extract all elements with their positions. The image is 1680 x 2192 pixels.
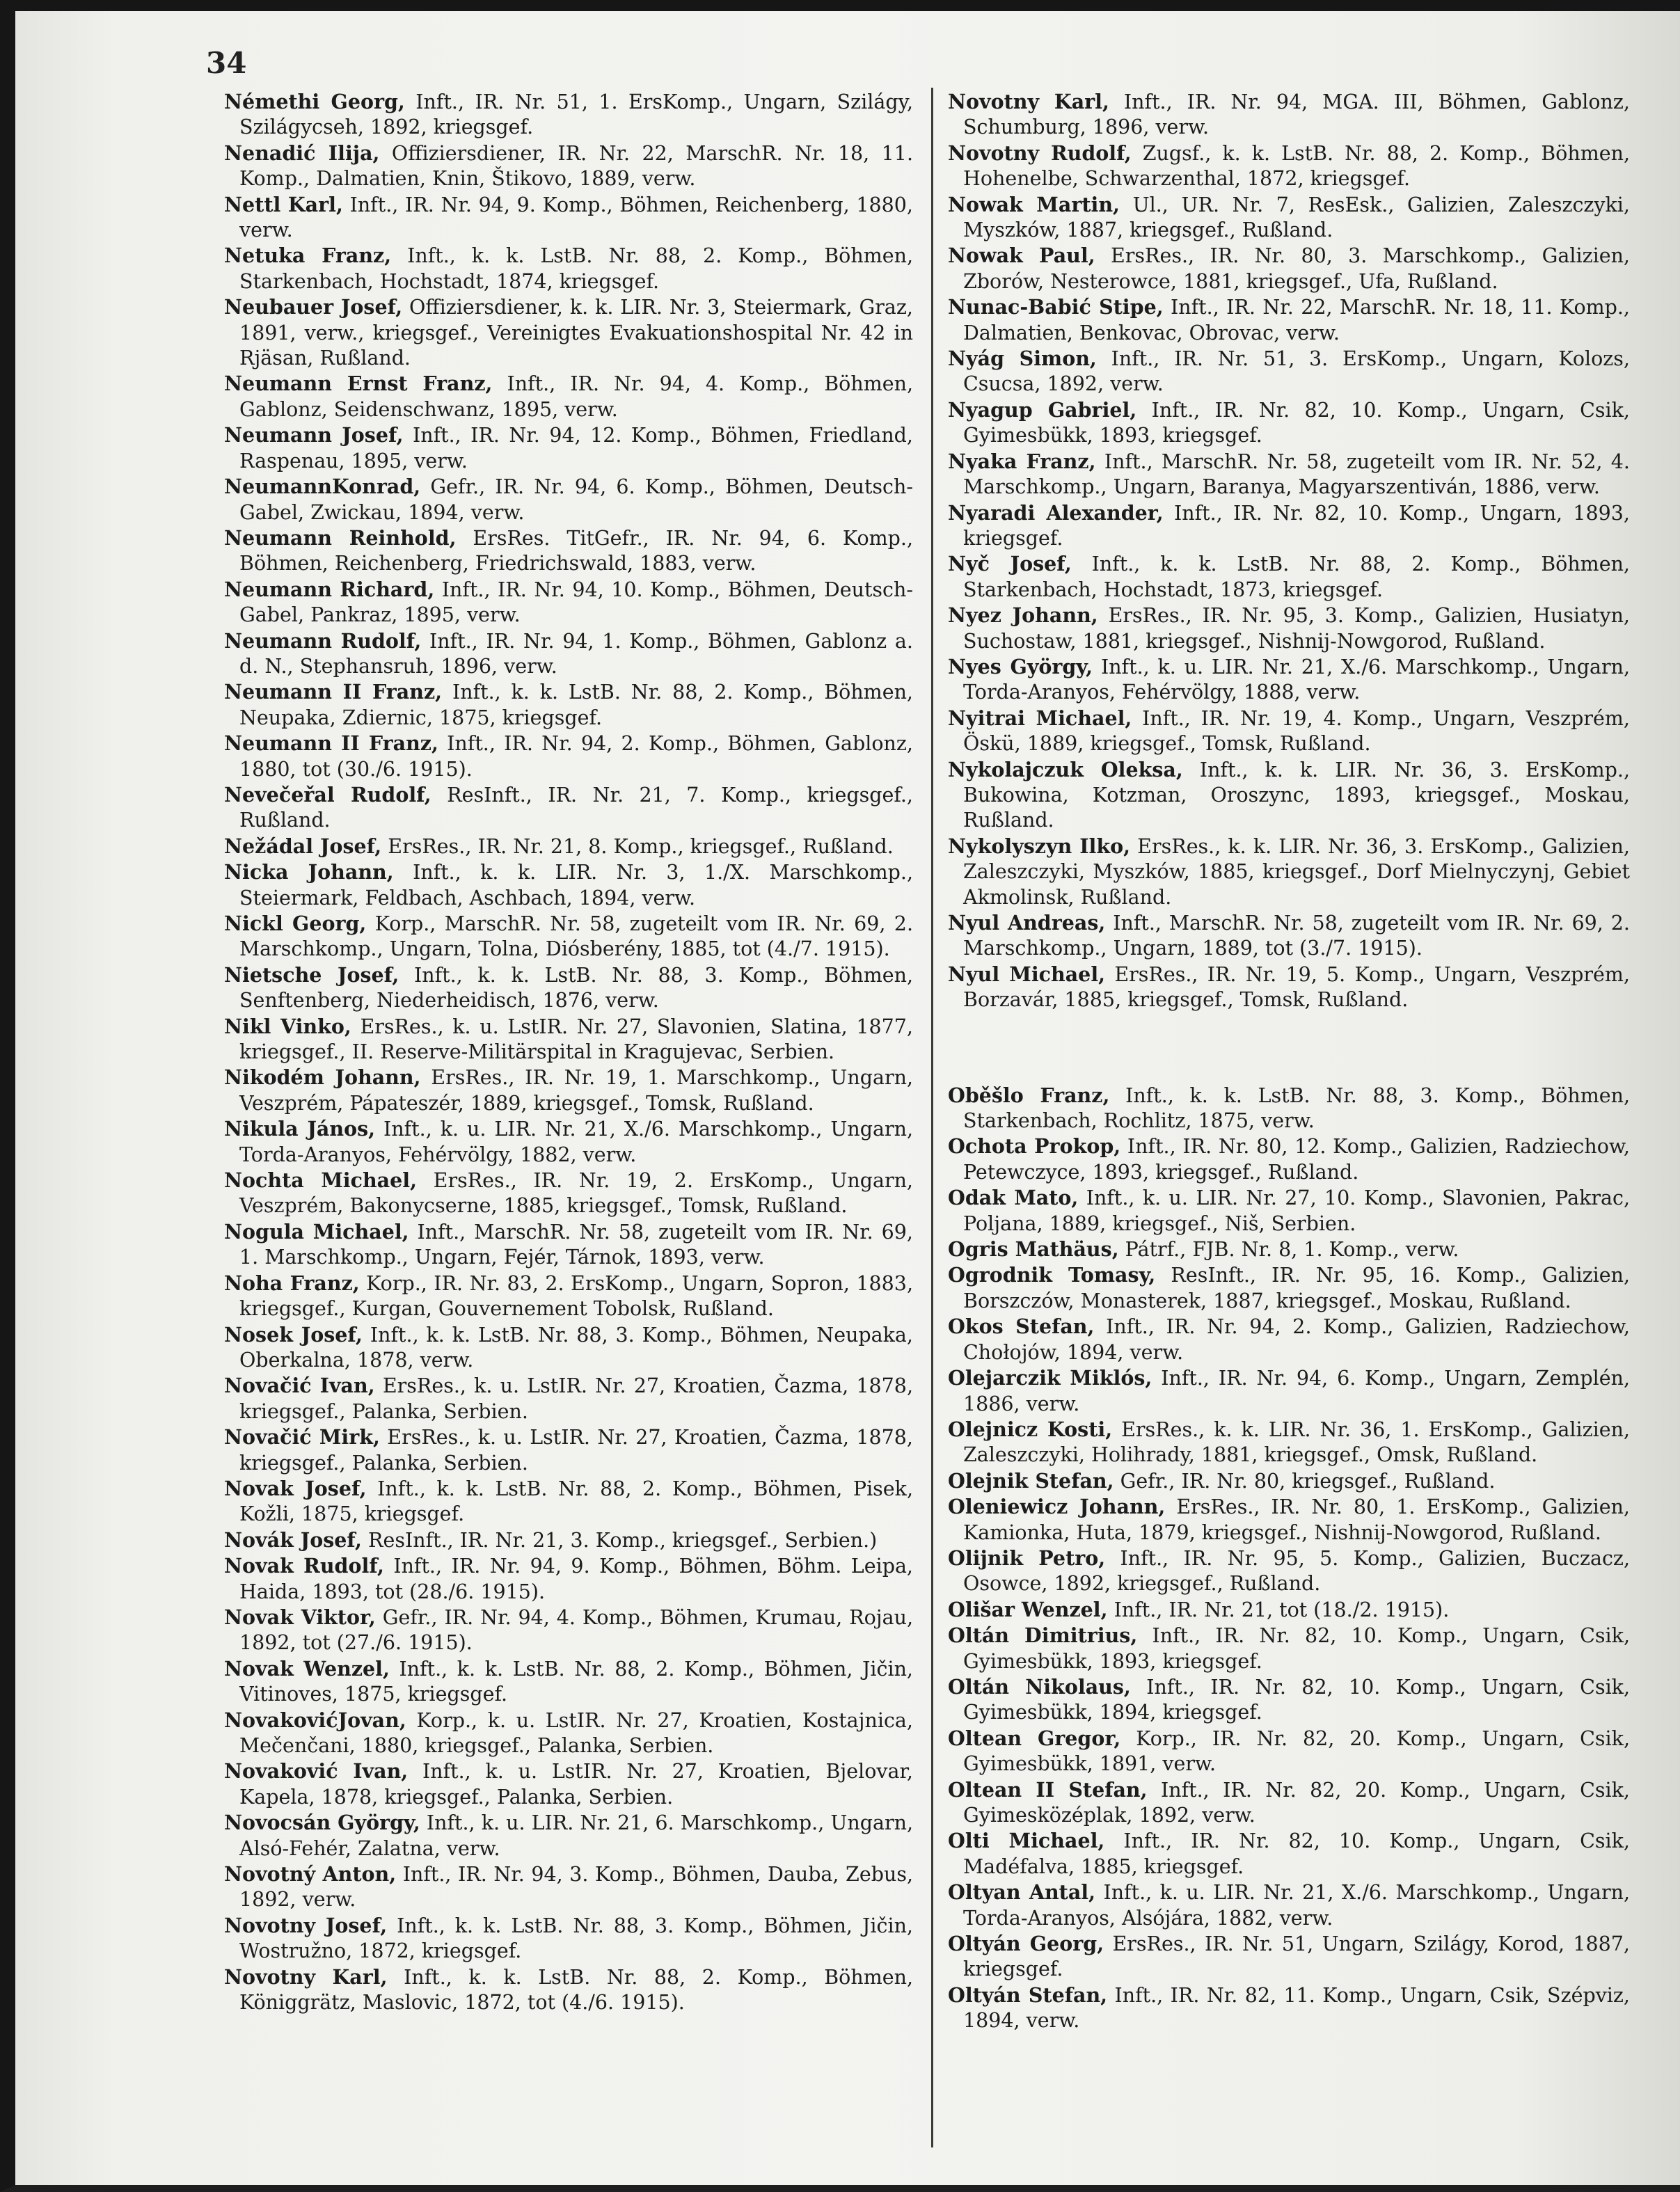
entry-name: Olejarczik Miklós, [948, 1366, 1152, 1390]
entry-details: Offiziersdiener, IR. Nr. 22, MarschR. Nr. 18, 11. Komp., Dalmatien, Knin, Štikovo, 1889, verw. [239, 141, 914, 191]
register-entry [224, 141, 913, 192]
entry-details: Inft., IR. Nr. 94, 10. Komp., Böhmen, Deutsch-Gabel, Pankraz, 1895, verw. [239, 578, 914, 627]
entry-details: Inft., k. k. LstB. Nr. 88, 2. Komp., Böhmen, Königgrätz, Maslovic, 1872, tot (4./6. 1915). [239, 1965, 914, 2015]
entry-details: Pátrf., FJB. Nr. 8, 1. Komp., verw. [1118, 1238, 1459, 1262]
entry-details: Inft., IR. Nr. 82, 10. Komp., Ungarn, Csik, Gyimesbükk, 1893, kriegsgef. [963, 398, 1630, 447]
register-entry [224, 1964, 913, 2016]
entry-details: Inft., IR. Nr. 94, 2. Komp., Galizien, Radziechow, Chołojów, 1894, verw. [963, 1315, 1630, 1364]
entry-name: Nyitrai Michael, [948, 706, 1132, 730]
entry-name: Nevečeřal Rudolf, [224, 782, 431, 807]
register-entry [224, 1913, 913, 1964]
register-entry [224, 731, 913, 782]
register-entry [224, 1424, 913, 1476]
entry-details: Korp., MarschR. Nr. 58, zugeteilt vom IR. Nr. 69, 2. Marschkomp., Ungarn, Tolna, Diósberény, 1885, tot (4./7. 1915). [239, 912, 913, 961]
register-entry [948, 551, 1630, 603]
register-entry [948, 1262, 1630, 1314]
entry-details: ResInft., IR. Nr. 21, 3. Komp., kriegsgef., Serbien.) [361, 1528, 878, 1552]
entry-details: Inft., IR. Nr. 51, 3. ErsKomp., Ungarn, Kolozs, Csucsa, 1892, verw. [963, 347, 1630, 396]
register-entry [948, 1185, 1630, 1237]
right-column [948, 89, 1630, 2034]
entry-name: Oltyán Stefan, [948, 1983, 1108, 2007]
register-entry [948, 1314, 1630, 1365]
entry-details: Ul., UR. Nr. 7, ResEsk., Galizien, Zaleszczyki, Myszków, 1887, kriegsgef., Rußland. [963, 193, 1630, 242]
entry-details: ErsRes., IR. Nr. 21, 8. Komp., kriegsgef., Rußland. [381, 834, 894, 858]
entry-details: ErsRes., IR. Nr. 95, 3. Komp., Galizien, Husiatyn, Suchostaw, 1881, kriegsgef., Nishnij-Nowgorod, Rußland. [963, 604, 1630, 653]
register-entry [948, 654, 1630, 706]
register-entry [224, 1322, 913, 1374]
entry-name: Novotný Anton, [224, 1862, 397, 1887]
register-entry [224, 1065, 913, 1116]
register-entry [224, 525, 913, 577]
entry-details: Inft., k. k. LstB. Nr. 88, 2. Komp., Böhmen, Starkenbach, Hochstadt, 1874, kriegsgef. [239, 244, 914, 293]
entry-details: Inft., IR. Nr. 80, 12. Komp., Galizien, Radziechow, Petewczyce, 1893, kriegsgef., Rußland. [963, 1135, 1630, 1184]
entry-details: ErsRes., IR. Nr. 19, 5. Komp., Ungarn, Veszprém, Borzavár, 1885, kriegsgef., Tomsk, Rußland. [963, 962, 1630, 1012]
register-entry [948, 192, 1630, 244]
entry-name: Novak Rudolf, [224, 1554, 384, 1578]
entry-details: Inft., k. k. LIR. Nr. 36, 3. ErsKomp., Bukowina, Kotzman, Oroszync, 1893, kriegsgef., Moskau, Rußland. [963, 758, 1630, 832]
register-entry [224, 577, 913, 628]
register-entry [224, 1810, 913, 1861]
register-entry [948, 141, 1630, 192]
register-entry [948, 1468, 1630, 1494]
register-entry [224, 1476, 913, 1527]
register-entry [948, 910, 1630, 962]
register-entry [224, 192, 913, 244]
entry-name: Nyaradi Alexander, [948, 500, 1164, 525]
entry-name: Neubauer Josef, [224, 295, 403, 319]
entry-details: Inft., IR. Nr. 94, MGA. III, Böhmen, Gablonz, Schumburg, 1896, verw. [963, 90, 1630, 139]
register-entry [948, 1417, 1630, 1468]
entry-details: Inft., k. k. LstB. Nr. 88, 2. Komp., Böhmen, Neupaka, Zdiernic, 1875, kriegsgef. [239, 681, 913, 729]
entry-name: Ogrodnik Tomasy, [948, 1263, 1156, 1287]
entry-details: Inft., MarschR. Nr. 58, zugeteilt vom IR. Nr. 52, 4. Marschkomp., Ungarn, Baranya, Magyarszentiván, 1886, verw. [963, 450, 1630, 499]
entry-details: ErsRes., IR. Nr. 51, Ungarn, Szilágy, Korod, 1887, kriegsgef. [963, 1932, 1630, 1981]
entry-details: Korp., k. u. LstIR. Nr. 27, Kroatien, Kostajnica, Mečenčani, 1880, kriegsgef., Palanka, Serbien. [239, 1708, 913, 1757]
register-entry [948, 1546, 1630, 1597]
entry-details: Inft., IR. Nr. 21, tot (18./2. 1915). [1107, 1598, 1450, 1621]
entry-details: Inft., IR. Nr. 82, 10. Komp., Ungarn, Csik, Madéfalva, 1885, kriegsgef. [963, 1829, 1630, 1878]
entry-details: Inft., IR. Nr. 22, MarschR. Nr. 18, 11. Komp., Dalmatien, Benkovac, Obrovac, verw. [963, 296, 1630, 344]
entry-name: Nickl Georg, [224, 912, 367, 935]
entry-name: NovakovićJovan, [224, 1708, 406, 1732]
entry-name: Novak Viktor, [224, 1605, 376, 1629]
entry-details: Inft., k. k. LIR. Nr. 3, 1./X. Marschkomp., Steiermark, Feldbach, Aschbach, 1894, verw. [239, 861, 913, 910]
register-entry [948, 1931, 1630, 1983]
entry-details: Inft., IR. Nr. 94, 4. Komp., Böhmen, Gablonz, Seidenschwanz, 1895, verw. [239, 372, 914, 421]
entry-details: Korp., IR. Nr. 82, 20. Komp., Ungarn, Csik, Gyimesbükk, 1891, verw. [963, 1726, 1631, 1776]
register-entry [948, 1828, 1630, 1880]
register-entry [948, 346, 1630, 397]
register-entry [224, 1553, 913, 1605]
register-entry [224, 1116, 913, 1168]
entry-name: Neumann Rudolf, [224, 628, 422, 653]
entry-name: Oltán Nikolaus, [948, 1674, 1131, 1699]
entry-name: Nosek Josef, [224, 1322, 363, 1347]
entry-name: Neumann Josef, [224, 423, 404, 447]
entry-name: Novotny Karl, [948, 90, 1109, 113]
register-entry [948, 834, 1630, 910]
entry-details: ErsRes., IR. Nr. 80, 1. ErsKomp., Galizien, Kamionka, Huta, 1879, kriegsgef., Nishnij-Nowgorod, Rußland. [963, 1495, 1630, 1544]
entry-details: Inft., IR. Nr. 95, 5. Komp., Galizien, Buczacz, Osowce, 1892, kriegsgef., Rußland. [963, 1546, 1631, 1596]
register-entry [948, 294, 1630, 346]
entry-name: Oltean Gregor, [948, 1726, 1121, 1750]
register-entry [224, 1373, 913, 1424]
register-entry [224, 1527, 913, 1553]
entry-name: Oltean II Stefan, [948, 1777, 1148, 1802]
entry-name: Novačić Mirk, [224, 1425, 380, 1450]
entry-details: Inft., k. k. LstB. Nr. 88, 3. Komp., Böhmen, Starkenbach, Rochlitz, 1875, verw. [963, 1083, 1630, 1133]
entry-details: Inft., IR. Nr. 94, 6. Komp., Ungarn, Zemplén, 1886, verw. [963, 1367, 1631, 1415]
register-entry [224, 1758, 913, 1810]
entry-details: Inft., IR. Nr. 94, 1. Komp., Böhmen, Gablonz a. d. N., Stephansruh, 1896, verw. [239, 629, 913, 678]
entry-name: Neumann Richard, [224, 577, 435, 601]
column-divider [931, 88, 933, 2147]
entry-name: Nietsche Josef, [224, 962, 399, 987]
entry-details: Inft., IR. Nr. 51, 1. ErsKomp., Ungarn, Szilágy, Szilágycseh, 1892, kriegsgef. [239, 90, 914, 139]
entry-name: Nochta Michael, [224, 1168, 418, 1193]
entry-name: Nowak Paul, [948, 244, 1095, 268]
entry-name: Nyul Andreas, [948, 911, 1106, 935]
entry-details: Zugsf., k. k. LstB. Nr. 88, 2. Komp., Böhmen, Hohenelbe, Schwarzenthal, 1872, kriegsgef. [963, 141, 1630, 191]
entry-details: Inft., k. k. LstB. Nr. 88, 2. Komp., Böhmen, Pisek, Kožli, 1875, kriegsgef. [239, 1477, 914, 1526]
register-entry [948, 1494, 1630, 1546]
register-entry [224, 294, 913, 371]
entry-details: Inft., MarschR. Nr. 58, zugeteilt vom IR. Nr. 69, 1. Marschkomp., Ungarn, Fejér, Tárnok, 1893, verw. [239, 1220, 913, 1269]
entry-name: Némethi Georg, [224, 90, 405, 113]
entry-details: Inft., k. k. LstB. Nr. 88, 3. Komp., Böhmen, Senftenberg, Niederheidisch, 1876, verw. [239, 963, 913, 1012]
entry-name: Odak Mato, [948, 1186, 1079, 1210]
entry-details: Inft., IR. Nr. 82, 10. Komp., Ungarn, Csik, Gyimesbükk, 1894, kriegsgef. [963, 1675, 1631, 1724]
register-entry [224, 243, 913, 294]
entry-name: Nyul Michael, [948, 962, 1106, 986]
entry-name: Neumann II Franz, [224, 680, 443, 704]
entry-name: Nyág Simon, [948, 347, 1097, 371]
register-entry [224, 371, 913, 422]
entry-details: Inft., k. k. LstB. Nr. 88, 2. Komp., Böhmen, Starkenbach, Hochstadt, 1873, kriegsgef. [963, 553, 1630, 601]
entry-details: ErsRes., k. k. LIR. Nr. 36, 3. ErsKomp., Galizien, Zaleszczyki, Myszków, 1885, kriegsgef., Dorf Mielnyczynj, Gebiet Akmolinsk, Rußland. [963, 834, 1630, 909]
entry-details: Inft., k. u. LstIR. Nr. 27, Kroatien, Bjelovar, Kapela, 1878, kriegsgef., Palanka, Serbien. [239, 1760, 913, 1809]
entry-details: Inft., IR. Nr. 82, 10. Komp., Ungarn, Csik, Gyimesbükk, 1893, kriegsgef. [963, 1624, 1630, 1673]
entry-name: Noha Franz, [224, 1271, 360, 1295]
entry-details: ErsRes. TitGefr., IR. Nr. 94, 6. Komp., Böhmen, Reichenberg, Friedrichswald, 1883, verw. [239, 526, 913, 575]
register-entry [224, 859, 913, 911]
entry-name: Nowak Martin, [948, 192, 1120, 216]
entry-details: Inft., IR. Nr. 82, 10. Komp., Ungarn, 1893, kriegsgef. [963, 501, 1630, 550]
page-number: 34 [206, 46, 247, 80]
entry-name: Oltán Dimitrius, [948, 1623, 1138, 1648]
entry-name: Nicka Johann, [224, 860, 394, 884]
entry-name: Oběšlo Franz, [948, 1083, 1110, 1107]
entry-details: ErsRes., k. k. LIR. Nr. 36, 1. ErsKomp., Galizien, Zaleszczyki, Holihrady, 1881, kriegsgef., Omsk, Rußland. [963, 1417, 1630, 1467]
register-entry [224, 1605, 913, 1656]
register-entry [224, 628, 913, 680]
entry-details: Inft., IR. Nr. 82, 11. Komp., Ungarn, Csik, Szépviz, 1894, verw. [963, 1983, 1630, 2033]
entry-name: Nykolyszyn Ilko, [948, 834, 1131, 858]
entry-name: Nykolajczuk Oleksa, [948, 757, 1183, 781]
register-entry [948, 1777, 1630, 1829]
entry-details: ErsRes., IR. Nr. 19, 1. Marschkomp., Ungarn, Veszprém, Pápateszér, 1889, kriegsgef., Tomsk, Rußland. [239, 1066, 913, 1115]
entry-details: ErsRes., k. u. LstIR. Nr. 27, Kroatien, Čazma, 1878, kriegsgef., Palanka, Serbien. [239, 1426, 913, 1475]
entry-name: Novotny Josef, [224, 1913, 388, 1937]
entry-name: Olišar Wenzel, [948, 1597, 1108, 1621]
entry-details: Inft., k. k. LstB. Nr. 88, 2. Komp., Böhmen, Jičin, Vitinoves, 1875, kriegsgef. [239, 1657, 913, 1706]
entry-name: Nyagup Gabriel, [948, 397, 1137, 422]
register-entry [948, 1134, 1630, 1185]
entry-name: Nogula Michael, [224, 1219, 409, 1244]
entry-details: Gefr., IR. Nr. 80, kriegsgef., Rußland. [1114, 1469, 1496, 1493]
entry-name: Okos Stefan, [948, 1315, 1095, 1339]
entry-name: Novotny Rudolf, [948, 141, 1132, 165]
entry-name: Nunac-Babić Stipe, [948, 295, 1164, 319]
entry-details: ErsRes., IR. Nr. 80, 3. Marschkomp., Galizien, Zborów, Nesterowce, 1881, kriegsgef., Ufa, Rußland. [963, 244, 1630, 293]
entry-name: Olejnik Stefan, [948, 1468, 1114, 1493]
register-entry [224, 1656, 913, 1708]
entry-name: Nyaka Franz, [948, 449, 1096, 473]
entry-details: ResInft., IR. Nr. 95, 16. Komp., Galizien, Borszczów, Monasterek, 1887, kriegsgef., Moskau, Rußland. [963, 1264, 1631, 1312]
entry-name: Nyes György, [948, 654, 1093, 678]
entry-name: Novak Wenzel, [224, 1656, 390, 1681]
entry-name: Novák Josef, [224, 1527, 362, 1552]
entry-name: Novaković Ivan, [224, 1759, 409, 1784]
entry-name: Neumann Reinhold, [224, 525, 457, 550]
register-entry [224, 834, 913, 859]
section-gap [948, 1013, 1630, 1083]
register-entry [948, 1674, 1630, 1726]
entry-details: Inft., IR. Nr. 82, 20. Komp., Ungarn, Csik, Gyimesközéplak, 1892, verw. [963, 1778, 1630, 1827]
entry-details: Offiziersdiener, k. k. LIR. Nr. 3, Steiermark, Graz, 1891, verw., kriegsgef., Vereinigtes Evakuationshospital Nr. 42 in Rjäsan, Rußland. [239, 296, 913, 370]
entry-name: Olti Michael, [948, 1829, 1105, 1853]
register-entry [948, 962, 1630, 1013]
register-entry [948, 1365, 1630, 1417]
entry-name: Nikodém Johann, [224, 1065, 421, 1090]
entry-details: Inft., k. k. LstB. Nr. 88, 3. Komp., Böhmen, Jičin, Wostružno, 1872, kriegsgef. [239, 1914, 913, 1963]
entry-name: Nyez Johann, [948, 603, 1098, 628]
register-entry [948, 603, 1630, 654]
entry-name: Nikl Vinko, [224, 1014, 351, 1038]
register-entry [224, 1014, 913, 1065]
entry-name: Oltyán Georg, [948, 1932, 1104, 1956]
entry-details: Inft., IR. Nr. 94, 9. Komp., Böhmen, Böhm. Leipa, Haida, 1893, tot (28./6. 1915). [239, 1555, 913, 1603]
entry-details: Inft., MarschR. Nr. 58, zugeteilt vom IR. Nr. 69, 2. Marschkomp., Ungarn, 1889, tot (3./7. 1915). [963, 912, 1630, 960]
entry-details: Gefr., IR. Nr. 94, 6. Komp., Böhmen, Deutsch-Gabel, Zwickau, 1894, verw. [239, 475, 913, 524]
register-entry [224, 89, 913, 141]
right-column-o-section [948, 1083, 1630, 2034]
register-entry [948, 89, 1630, 141]
entry-name: Nenadić Ilija, [224, 141, 380, 165]
register-entry [224, 962, 913, 1014]
entry-name: Novačić Ivan, [224, 1374, 375, 1398]
register-entry [948, 243, 1630, 294]
entry-details: ErsRes., k. u. LstIR. Nr. 27, Slavonien, Slatina, 1877, kriegsgef., II. Reserve-Militärspital in Kragujevac, Serbien. [239, 1015, 913, 1064]
register-entry [224, 474, 913, 525]
entry-details: Inft., k. u. LIR. Nr. 27, 10. Komp., Slavonien, Pakrac, Poljana, 1889, kriegsgef., Niš, Serbien. [963, 1186, 1630, 1235]
entry-details: Inft., IR. Nr. 94, 2. Komp., Böhmen, Gablonz, 1880, tot (30./6. 1915). [239, 732, 913, 781]
entry-name: Ochota Prokop, [948, 1134, 1121, 1159]
entry-details: Gefr., IR. Nr. 94, 4. Komp., Böhmen, Krumau, Rojau, 1892, tot (27./6. 1915). [239, 1605, 913, 1655]
register-entry [948, 1880, 1630, 1931]
register-entry [948, 1597, 1630, 1623]
register-entry [948, 706, 1630, 757]
entry-details: Inft., k. u. LIR. Nr. 21, X./6. Marschkomp., Ungarn, Torda-Aranyos, Fehérvölgy, 1888, verw. [963, 655, 1630, 704]
entry-name: Netuka Franz, [224, 244, 392, 268]
register-entry [948, 500, 1630, 552]
entry-name: Oltyan Antal, [948, 1880, 1096, 1905]
entry-name: Olijnik Petro, [948, 1546, 1106, 1570]
entry-details: Korp., IR. Nr. 83, 2. ErsKomp., Ungarn, Sopron, 1883, kriegsgef., Kurgan, Gouvernement Tobolsk, Rußland. [239, 1271, 913, 1321]
entry-details: Inft., k. u. LIR. Nr. 21, X./6. Marschkomp., Ungarn, Torda-Aranyos, Alsójára, 1882, verw. [963, 1881, 1630, 1930]
entry-name: Oleniewicz Johann, [948, 1495, 1166, 1519]
register-entry [224, 422, 913, 474]
register-entry [224, 1861, 913, 1913]
entry-name: Nežádal Josef, [224, 834, 382, 858]
entry-name: Ogris Mathäus, [948, 1237, 1119, 1262]
entry-name: Olejnicz Kosti, [948, 1417, 1113, 1441]
entry-details: Inft., IR. Nr. 94, 9. Komp., Böhmen, Reichenberg, 1880, verw. [239, 193, 913, 242]
entry-name: Neumann Ernst Franz, [224, 372, 493, 396]
entry-name: Novocsán György, [224, 1811, 420, 1835]
register-entry [948, 757, 1630, 834]
entry-name: Nikula János, [224, 1117, 376, 1141]
register-entry [224, 1219, 913, 1271]
register-entry [224, 911, 913, 962]
register-entry [948, 397, 1630, 449]
register-entry [948, 1983, 1630, 2034]
register-entry [224, 679, 913, 731]
entry-details: Inft., k. u. LIR. Nr. 21, 6. Marschkomp., Ungarn, Alsó-Fehér, Zalatna, verw. [239, 1811, 913, 1860]
entry-name: Novak Josef, [224, 1476, 367, 1500]
register-entry [224, 782, 913, 834]
entry-details: Inft., IR. Nr. 94, 12. Komp., Böhmen, Friedland, Raspenau, 1895, verw. [239, 424, 913, 472]
entry-details: ErsRes., IR. Nr. 19, 2. ErsKomp., Ungarn, Veszprém, Bakonycserne, 1885, kriegsgef., Tomsk, Rußland. [239, 1169, 913, 1218]
left-column [224, 89, 913, 2015]
entry-details: ResInft., IR. Nr. 21, 7. Komp., kriegsgef., Rußland. [239, 783, 913, 832]
entry-name: Nyč Josef, [948, 552, 1072, 576]
register-entry [948, 1237, 1630, 1262]
register-entry [948, 1083, 1630, 1134]
entry-details: Inft., k. u. LIR. Nr. 21, X./6. Marschkomp., Ungarn, Torda-Aranyos, Fehérvölgy, 1882, verw. [239, 1118, 913, 1166]
right-column-n-section [948, 89, 1630, 1013]
entry-name: NeumannKonrad, [224, 475, 421, 499]
entry-details: Inft., IR. Nr. 94, 3. Komp., Böhmen, Dauba, Zebus, 1892, verw. [239, 1863, 913, 1912]
entry-details: Inft., IR. Nr. 19, 4. Komp., Ungarn, Veszprém, Öskü, 1889, kriegsgef., Tomsk, Rußland. [963, 706, 1630, 756]
entry-name: Novotny Karl, [224, 1964, 388, 1989]
register-entry [948, 1726, 1630, 1777]
entry-name: Nettl Karl, [224, 192, 343, 216]
register-entry [948, 449, 1630, 500]
register-entry [224, 1271, 913, 1322]
entry-details: Inft., k. k. LstB. Nr. 88, 3. Komp., Böhmen, Neupaka, Oberkalna, 1878, verw. [239, 1323, 913, 1372]
register-entry [224, 1168, 913, 1219]
entry-details: ErsRes., k. u. LstIR. Nr. 27, Kroatien, Čazma, 1878, kriegsgef., Palanka, Serbien. [239, 1374, 913, 1423]
register-entry [224, 1708, 913, 1759]
entry-name: Neumann II Franz, [224, 731, 438, 756]
register-entry [948, 1623, 1630, 1674]
